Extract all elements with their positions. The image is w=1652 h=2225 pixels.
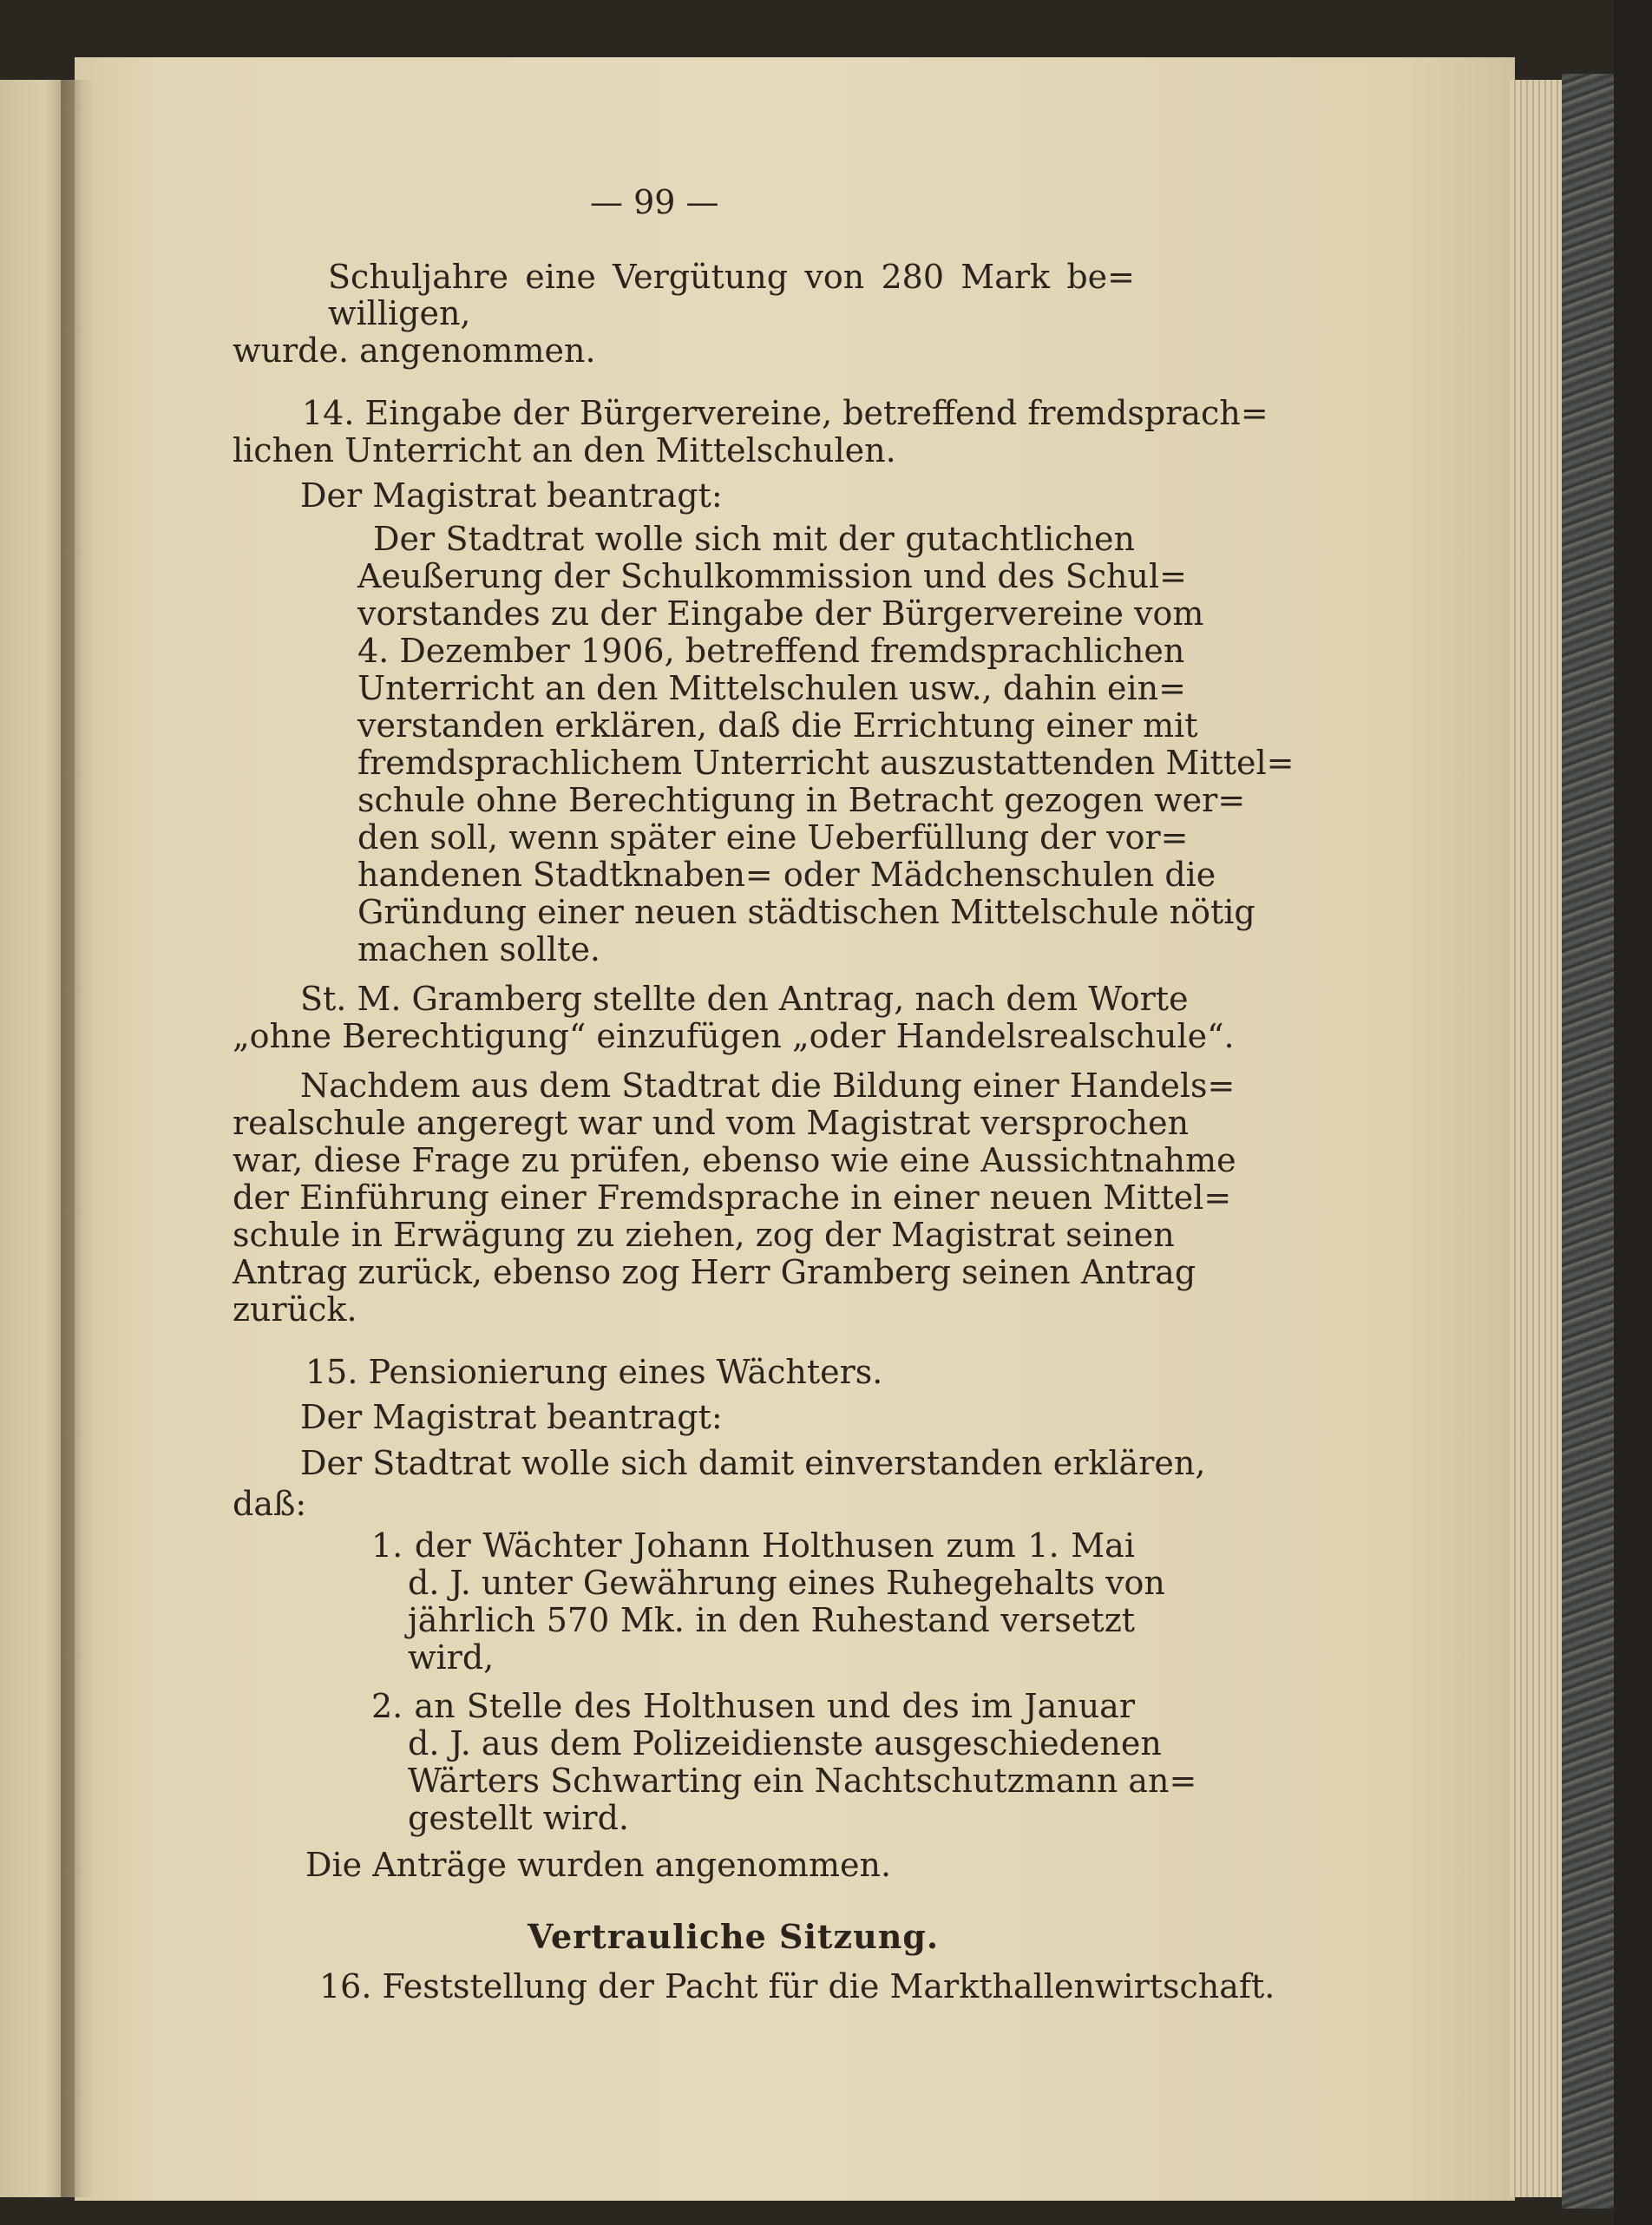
text-line: schule in Erwägung zu ziehen, zog der Magistrat seinen	[233, 1216, 1175, 1254]
text-line: schule ohne Berechtigung in Betracht gezogen wer=	[357, 781, 1246, 819]
text-line: Gründung einer neuen städtischen Mittelschule nötig	[357, 893, 1255, 931]
text-line: wird,	[408, 1638, 495, 1677]
text-line: Wärters Schwarting ein Nachtschutzmann an=	[408, 1762, 1197, 1800]
text-line: lichen Unterricht an den Mittelschulen.	[233, 431, 896, 469]
text-line: wurde. angenommen.	[233, 331, 596, 370]
text-line: Die Anträge wurden angenommen.	[305, 1846, 892, 1884]
page-number: — 99 —	[590, 183, 719, 221]
text-line: Aeußerung der Schulkommission und des Schul=	[357, 557, 1187, 595]
text-line: St. M. Gramberg stellte den Antrag, nach dem Worte	[300, 980, 1189, 1018]
text-line: fremdsprachlichem Unterricht auszustattenden Mittel=	[357, 744, 1295, 782]
item-heading: 14. Eingabe der Bürgervereine, betreffend fremdsprach=	[302, 394, 1268, 432]
text-line: Antrag zurück, ebenso zog Herr Gramberg seinen Antrag	[233, 1253, 1196, 1291]
text-line: Nachdem aus dem Stadtrat die Bildung einer Handels=	[300, 1067, 1236, 1105]
text-line: Schuljahre eine Vergütung von 280 Mark be=	[328, 258, 1135, 296]
text-line: Der Stadtrat wolle sich mit der gutachtlichen	[373, 520, 1135, 558]
list-item: 1. der Wächter Johann Holthusen zum 1. Mai	[371, 1526, 1135, 1565]
text-line: d. J. aus dem Polizeidienste ausgeschiedenen	[408, 1724, 1162, 1762]
text-line: der Einführung einer Fremdsprache in einer neuen Mittel=	[233, 1178, 1232, 1217]
text-line: gestellt wird.	[408, 1799, 629, 1837]
text-line: d. J. unter Gewährung eines Ruhegehalts von	[408, 1564, 1165, 1602]
item-heading: 16. Feststellung der Pacht für die Markthallenwirtschaft.	[319, 1967, 1275, 2005]
text-line: verstanden erklären, daß die Errichtung einer mit	[357, 706, 1198, 745]
text-line: handenen Stadtknaben= oder Mädchenschulen die	[357, 856, 1216, 894]
text-line: realschule angeregt war und vom Magistrat versprochen	[233, 1104, 1190, 1142]
text-line: 4. Dezember 1906, betreffend fremdsprachlichen	[357, 632, 1185, 670]
item-heading: 15. Pensionierung eines Wächters.	[305, 1353, 883, 1391]
text-line: jährlich 570 Mk. in den Ruhestand versetzt	[408, 1601, 1135, 1639]
text-line: Der Magistrat beantragt:	[300, 476, 723, 515]
text-line: Unterricht an den Mittelschulen usw., dahin ein=	[357, 669, 1186, 707]
list-item: 2. an Stelle des Holthusen und des im Januar	[371, 1687, 1135, 1725]
text-line: willigen,	[328, 294, 471, 332]
text-line: zurück.	[233, 1290, 357, 1329]
text-line: Der Magistrat beantragt:	[300, 1398, 723, 1436]
text-line: „ohne Berechtigung“ einzufügen „oder Handelsrealschule“.	[233, 1017, 1235, 1055]
section-heading: Vertrauliche Sitzung.	[528, 1917, 940, 1956]
text-line: vorstandes zu der Eingabe der Bürgervereine vom	[357, 594, 1204, 633]
text-line: den soll, wenn später eine Ueberfüllung der vor=	[357, 818, 1189, 857]
text-line: daß:	[233, 1485, 307, 1523]
text-line: war, diese Frage zu prüfen, ebenso wie eine Aussichtnahme	[233, 1141, 1236, 1179]
text-line: machen sollte.	[357, 930, 601, 968]
text-line: Der Stadtrat wolle sich damit einverstanden erklären,	[300, 1444, 1206, 1482]
